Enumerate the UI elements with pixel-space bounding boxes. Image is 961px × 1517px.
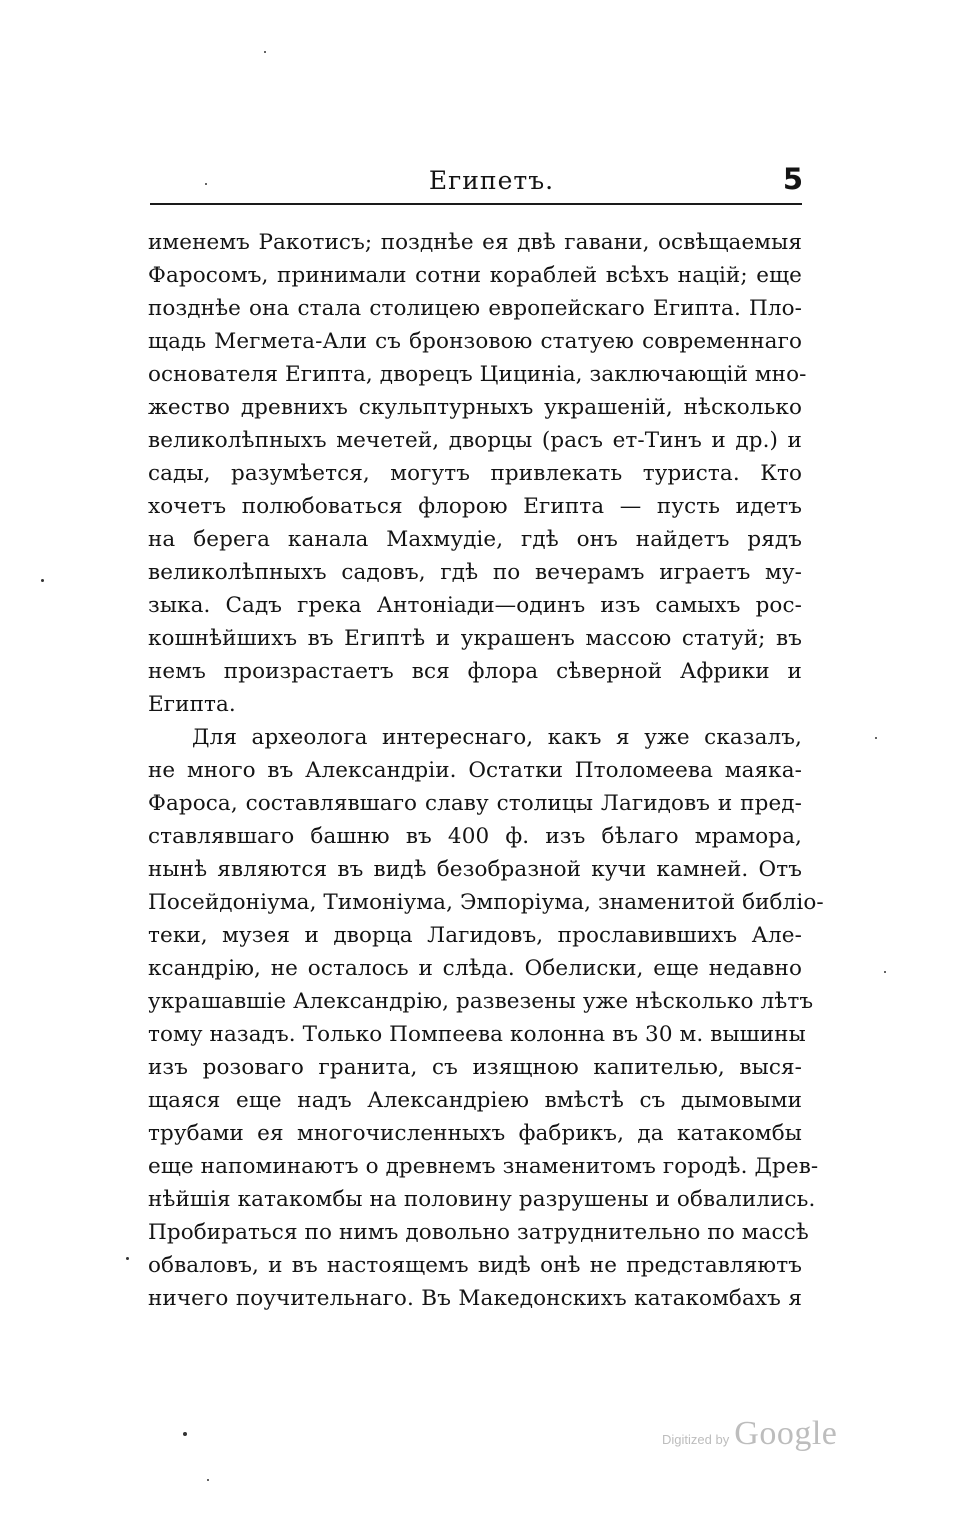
body-text: [148, 226, 824, 1315]
text-line: ставлявшаго башню въ 400 ф. изъ бѣлаго мрамора,: [148, 824, 802, 849]
text-line: изъ розоваго гранита, съ изящною капителью, выся-: [148, 1055, 802, 1080]
text-line: великолѣпныхъ мечетей, дворцы (расъ ет-Тинъ и др.) и: [148, 428, 802, 453]
chapter-title: Египетъ.: [428, 166, 555, 195]
text-line: именемъ Ракотисъ; позднѣе ея двѣ гавани, освѣщаемыя: [148, 230, 802, 255]
text-line: обваловъ, и въ настоящемъ видѣ онѣ не представляютъ: [148, 1253, 802, 1278]
text-line: немъ произрастаетъ вся флора сѣверной Африки и: [148, 659, 802, 684]
scan-speck: [207, 1479, 209, 1481]
text-line: хочетъ полюбоваться флорою Египта — пусть идетъ: [148, 494, 802, 519]
paragraph-2: [148, 721, 824, 1315]
text-line: сады, разумѣется, могутъ привлекать туриста. Кто: [148, 461, 802, 486]
text-line: украшавшіе Александрію, развезены уже нѣсколько лѣтъ: [148, 989, 814, 1014]
text-line: Пробираться по нимъ довольно затруднительно по массѣ: [148, 1220, 809, 1245]
text-line: Фаросомъ, принимали сотни кораблей всѣхъ націй; еще: [148, 263, 802, 288]
paragraph-1: [148, 226, 807, 721]
text-line: нѣйшія катакомбы на половину разрушены и обвалились.: [148, 1187, 816, 1212]
page-number: 5: [782, 162, 803, 196]
text-line: щадь Мегмета-Али съ бронзовою статуею современнаго: [148, 329, 802, 354]
text-line: трубами ея многочисленныхъ фабрикъ, да катакомбы: [148, 1121, 802, 1146]
scan-speck: [264, 51, 266, 53]
text-line: тому назадъ. Только Помпеева колонна въ 30 м. вышины: [148, 1022, 806, 1047]
text-line: не много въ Александріи. Остатки Птоломеева маяка-: [148, 758, 802, 783]
text-line: кошнѣйшихъ въ Египтѣ и украшенъ массою статуй; въ: [148, 626, 802, 651]
text-line: Для археолога интереснаго, какъ я уже сказалъ,: [192, 725, 802, 750]
scan-speck: [875, 737, 877, 739]
text-line: ксандрію, не осталось и слѣда. Обелиски, еще недавно: [148, 956, 802, 981]
text-line: еще напоминаютъ о древнемъ знаменитомъ городѣ. Древ-: [148, 1154, 819, 1179]
text-line: Фароса, составлявшаго славу столицы Лагидовъ и пред-: [148, 791, 802, 816]
watermark-brand: Google: [734, 1415, 838, 1452]
text-line: на берега канала Махмудіе, гдѣ онъ найдетъ рядъ: [148, 527, 802, 552]
text-line: великолѣпныхъ садовъ, гдѣ по вечерамъ играетъ му-: [148, 560, 802, 585]
text-line: ничего поучительнаго. Въ Македонскихъ катакомбахъ я: [148, 1286, 802, 1311]
text-line: нынѣ являются въ видѣ безобразной кучи камней. Отъ: [148, 857, 802, 882]
scan-speck: [41, 579, 44, 582]
text-line: Египта.: [148, 692, 236, 717]
text-line: щаяся еще надъ Александріею вмѣстѣ съ дымовыми: [148, 1088, 802, 1113]
text-line: Посейдоніума, Тимоніума, Эмпоріума, знаменитой библіо-: [148, 890, 824, 915]
text-line: зыка. Садъ грека Антоніади—одинъ изъ самыхъ рос-: [148, 593, 802, 618]
scan-speck: [205, 183, 207, 185]
scan-speck: [884, 971, 886, 973]
text-line: теки, музея и дворца Лагидовъ, прославившихъ Але-: [148, 923, 802, 948]
scan-speck: [183, 1432, 187, 1436]
digitized-watermark: [662, 1415, 837, 1455]
running-head: [150, 162, 803, 202]
header-rule: [150, 203, 802, 205]
text-line: позднѣе она стала столицею европейскаго Египта. Пло-: [148, 296, 802, 321]
scan-speck: [126, 1257, 129, 1260]
text-line: жество древнихъ скульптурныхъ украшеній, нѣсколько: [148, 395, 802, 420]
watermark-prefix: Digitized by: [662, 1432, 730, 1447]
text-line: основателя Египта, дворецъ Цициніа, заключающій мно-: [148, 362, 807, 387]
